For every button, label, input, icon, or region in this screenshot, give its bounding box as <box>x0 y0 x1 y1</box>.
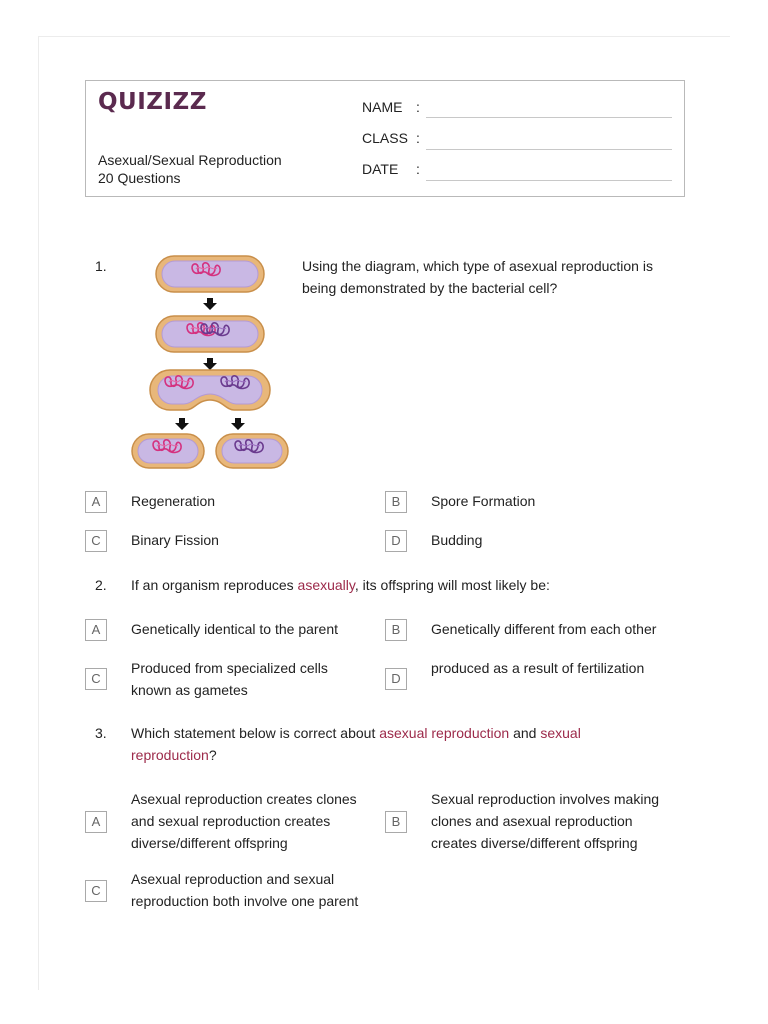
name-field[interactable] <box>426 117 672 118</box>
quiz-title: Asexual/Sexual Reproduction <box>98 152 282 168</box>
option-letter-box[interactable]: B <box>385 491 407 513</box>
option-text[interactable]: Regeneration <box>131 493 216 509</box>
arrow-down-icon <box>203 358 217 370</box>
option-letter-box[interactable]: A <box>85 811 107 833</box>
page-edge-top <box>38 36 730 37</box>
option-letter-box[interactable]: A <box>85 491 107 513</box>
class-colon: : <box>416 130 420 146</box>
binary-fission-diagram <box>130 254 290 470</box>
arrow-down-icon <box>203 298 217 310</box>
option-letter-box[interactable]: A <box>85 619 107 641</box>
question-1-number: 1. <box>95 258 107 274</box>
worksheet-header <box>85 80 685 197</box>
question-count: 20 Questions <box>98 170 181 186</box>
question-2-number: 2. <box>95 577 107 593</box>
question-3-number: 3. <box>95 725 107 741</box>
class-field[interactable] <box>426 149 672 150</box>
daughter-cell-right <box>216 434 288 468</box>
option-text[interactable]: Binary Fission <box>131 532 219 548</box>
option-letter-box[interactable]: C <box>85 530 107 552</box>
option-letter-box[interactable]: D <box>385 530 407 552</box>
replicating-cell <box>156 316 264 352</box>
option-letter-box[interactable]: B <box>385 811 407 833</box>
option-letter-box[interactable]: B <box>385 619 407 641</box>
arrow-down-icon <box>231 418 245 430</box>
highlighted-term: sexual reproduction <box>131 725 581 763</box>
option-text[interactable]: Produced from specialized cells known as gametes <box>131 660 328 698</box>
option-letter-box[interactable]: D <box>385 668 407 690</box>
arrow-down-icon <box>175 418 189 430</box>
option-text[interactable]: produced as a result of fertilization <box>431 660 645 676</box>
option-text[interactable]: Sexual reproduction involves making clones and asexual reproduction creates diverse/different offspring <box>431 791 660 851</box>
option-text[interactable]: Genetically different from each other <box>431 621 657 637</box>
quizizz-logo: QUIZIZZ <box>98 89 207 115</box>
option-text[interactable]: Asexual reproduction and sexual reproduction both involve one parent <box>131 871 359 909</box>
page-edge-left <box>38 36 39 990</box>
question-2-text: If an organism reproduces asexually, its offspring will most likely be: <box>131 577 550 593</box>
highlighted-term: asexually <box>297 577 355 593</box>
option-letter-box[interactable]: C <box>85 880 107 902</box>
name-label: NAME <box>362 99 403 115</box>
question-1-text: Using the diagram, which type of asexual reproduction is being demonstrated by the bacterial cell? <box>302 258 653 296</box>
class-label: CLASS <box>362 130 408 146</box>
date-field[interactable] <box>426 180 672 181</box>
highlighted-term: asexual reproduction <box>379 725 510 741</box>
daughter-cell-left <box>132 434 204 468</box>
date-colon: : <box>416 161 420 177</box>
dividing-cell <box>150 370 270 410</box>
option-text[interactable]: Asexual reproduction creates clones and sexual reproduction creates diverse/different offspring <box>131 791 357 851</box>
option-text[interactable]: Budding <box>431 532 483 548</box>
date-label: DATE <box>362 161 399 177</box>
question-3-text: Which statement below is correct about asexual reproduction and sexual reproduction? <box>131 725 581 763</box>
parent-cell <box>156 256 264 292</box>
option-text[interactable]: Spore Formation <box>431 493 536 509</box>
option-text[interactable]: Genetically identical to the parent <box>131 621 339 637</box>
name-colon: : <box>416 99 420 115</box>
option-letter-box[interactable]: C <box>85 668 107 690</box>
